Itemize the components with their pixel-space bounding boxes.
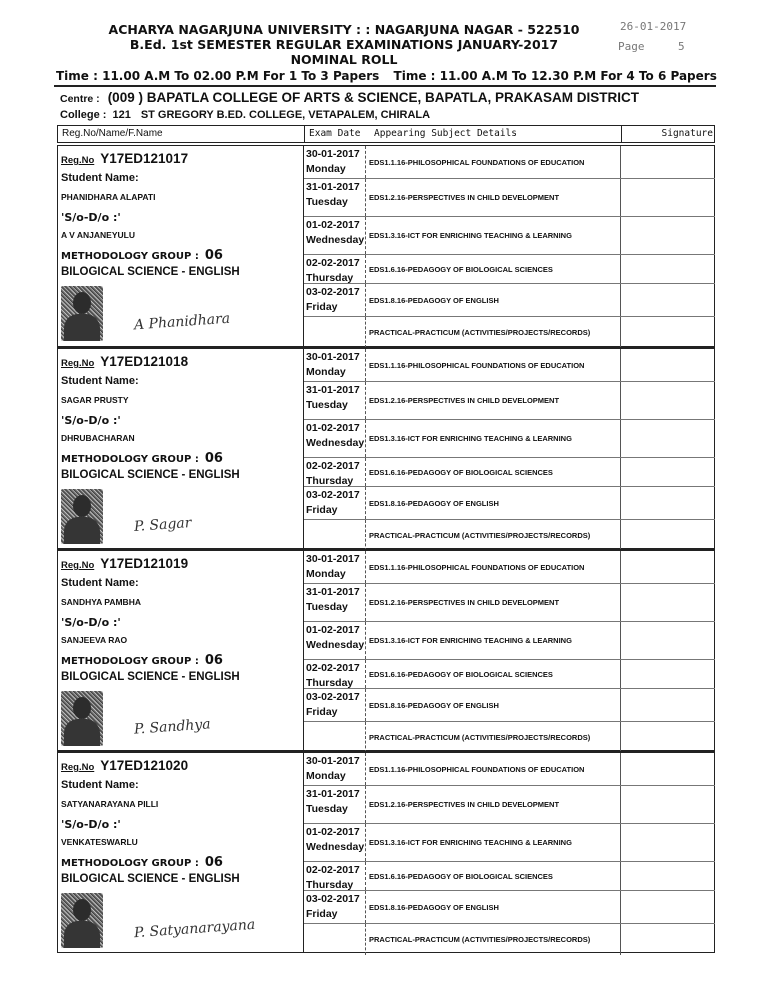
column-signature: Signature bbox=[621, 126, 715, 142]
exam-subject: EDS1.1.16-PHILOSOPHICAL FOUNDATIONS OF EDUCATION bbox=[365, 753, 620, 785]
exam-row bbox=[304, 317, 715, 348]
methodology-group bbox=[61, 248, 223, 263]
exam-date-cell bbox=[304, 689, 364, 721]
exam-date: 03-02-2017 bbox=[306, 489, 360, 501]
exam-subject: EDS1.8.16-PEDAGOGY OF ENGLISH bbox=[365, 284, 620, 316]
exam-date: 30-01-2017 bbox=[306, 351, 360, 363]
exam-day: Thursday bbox=[306, 475, 354, 487]
exam-row bbox=[304, 722, 715, 753]
exam-row bbox=[304, 458, 715, 487]
signature-cell[interactable] bbox=[620, 487, 716, 519]
college-name: ST GREGORY B.ED. COLLEGE, VETAPALEM, CHIRALA bbox=[140, 109, 431, 121]
header-divider bbox=[54, 85, 716, 87]
exam-date-cell bbox=[304, 217, 364, 254]
exam-date: 01-02-2017 bbox=[306, 422, 360, 434]
exam-row bbox=[304, 420, 715, 458]
exam-schedule bbox=[303, 349, 715, 548]
exam-date-cell bbox=[304, 891, 364, 923]
exam-date-cell bbox=[304, 382, 364, 419]
student-name-label: Student Name: bbox=[61, 375, 139, 387]
reg-no-label: Reg.No bbox=[61, 560, 95, 571]
exam-date: 01-02-2017 bbox=[306, 219, 360, 231]
college-label: College : bbox=[60, 109, 107, 121]
signature-cell[interactable] bbox=[620, 753, 716, 785]
parent-name: A V ANJANEYULU bbox=[61, 230, 135, 240]
exam-row bbox=[304, 824, 715, 862]
methodology-group-number: 06 bbox=[204, 855, 223, 870]
methodology-group bbox=[61, 653, 223, 668]
exam-date-cell bbox=[304, 146, 364, 178]
student-details bbox=[58, 753, 303, 952]
student-photo bbox=[61, 489, 103, 544]
exam-date: 30-01-2017 bbox=[306, 755, 360, 767]
signature-cell[interactable] bbox=[620, 179, 716, 216]
exam-day: Tuesday bbox=[306, 399, 348, 411]
exam-date: 02-02-2017 bbox=[306, 662, 360, 674]
exam-date: 01-02-2017 bbox=[306, 826, 360, 838]
exam-row bbox=[304, 753, 715, 786]
exam-row bbox=[304, 255, 715, 284]
student-record bbox=[57, 549, 715, 751]
exam-day: Thursday bbox=[306, 879, 354, 891]
exam-subject: EDS1.6.16-PEDAGOGY OF BIOLOGICAL SCIENCES bbox=[365, 255, 620, 283]
exam-day: Wednesday bbox=[306, 437, 365, 449]
exam-subject: EDS1.6.16-PEDAGOGY OF BIOLOGICAL SCIENCES bbox=[365, 458, 620, 486]
exam-timings bbox=[56, 69, 717, 83]
exam-date-cell bbox=[304, 420, 364, 457]
methodology-subjects: BILOGICAL SCIENCE - ENGLISH bbox=[61, 873, 240, 885]
signature-cell[interactable] bbox=[620, 217, 716, 254]
exam-date: 03-02-2017 bbox=[306, 691, 360, 703]
exam-date-cell bbox=[304, 551, 364, 583]
university-title: ACHARYA NAGARJUNA UNIVERSITY : : NAGARJUNA NAGAR - 522510 bbox=[108, 22, 580, 37]
signature-cell[interactable] bbox=[620, 317, 716, 348]
exam-subject: EDS1.8.16-PEDAGOGY OF ENGLISH bbox=[365, 487, 620, 519]
exam-subject: EDS1.8.16-PEDAGOGY OF ENGLISH bbox=[365, 689, 620, 721]
methodology-group bbox=[61, 451, 223, 466]
reg-no: Y17ED121017 bbox=[100, 151, 189, 166]
exam-subject: EDS1.1.16-PHILOSOPHICAL FOUNDATIONS OF EDUCATION bbox=[365, 551, 620, 583]
signature-cell[interactable] bbox=[620, 891, 716, 923]
student-name: PHANIDHARA ALAPATI bbox=[61, 192, 156, 202]
student-record bbox=[57, 751, 715, 953]
signature-cell[interactable] bbox=[620, 458, 716, 486]
exam-date-cell bbox=[304, 179, 364, 216]
signature-cell[interactable] bbox=[620, 660, 716, 688]
page-label: Page bbox=[618, 40, 645, 53]
exam-date: 03-02-2017 bbox=[306, 893, 360, 905]
methodology-group-number: 06 bbox=[204, 451, 223, 466]
parent-name: VENKATESWARLU bbox=[61, 837, 138, 847]
parent-label: 'S/o-D/o :' bbox=[61, 616, 121, 629]
exam-subject: EDS1.1.16-PHILOSOPHICAL FOUNDATIONS OF EDUCATION bbox=[365, 146, 620, 178]
exam-row bbox=[304, 924, 715, 955]
exam-subject: EDS1.3.16-ICT FOR ENRICHING TEACHING & LEARNING bbox=[365, 420, 620, 457]
signature-cell[interactable] bbox=[620, 349, 716, 381]
exam-row bbox=[304, 622, 715, 660]
exam-day: Wednesday bbox=[306, 639, 365, 651]
reg-no-label: Reg.No bbox=[61, 155, 95, 166]
exam-date-cell bbox=[304, 660, 364, 688]
exam-day: Thursday bbox=[306, 677, 354, 689]
exam-subject: EDS1.2.16-PERSPECTIVES IN CHILD DEVELOPMENT bbox=[365, 179, 620, 216]
methodology-group-number: 06 bbox=[204, 248, 223, 263]
exam-subject: EDS1.2.16-PERSPECTIVES IN CHILD DEVELOPMENT bbox=[365, 382, 620, 419]
parent-label: 'S/o-D/o :' bbox=[61, 818, 121, 831]
exam-day: Friday bbox=[306, 706, 338, 718]
methodology-group-number: 06 bbox=[204, 653, 223, 668]
signature-cell[interactable] bbox=[620, 255, 716, 283]
exam-row bbox=[304, 786, 715, 824]
signature-cell[interactable] bbox=[620, 689, 716, 721]
parent-name: DHRUBACHARAN bbox=[61, 433, 135, 443]
exam-row bbox=[304, 217, 715, 255]
student-photo bbox=[61, 691, 103, 746]
exam-date: 31-01-2017 bbox=[306, 181, 360, 193]
methodology-group bbox=[61, 855, 223, 870]
column-header bbox=[57, 125, 715, 143]
exam-date: 30-01-2017 bbox=[306, 553, 360, 565]
page-number: 5 bbox=[678, 40, 685, 53]
signature-cell[interactable] bbox=[620, 622, 716, 659]
student-records bbox=[57, 145, 715, 953]
exam-day: Friday bbox=[306, 504, 338, 516]
exam-row bbox=[304, 660, 715, 689]
column-subjects: Appearing Subject Details bbox=[374, 128, 517, 139]
timing-papers-1-3: Time : 11.00 A.M To 02.00 P.M For 1 To 3 Papers bbox=[56, 69, 380, 83]
exam-row bbox=[304, 891, 715, 924]
exam-day: Monday bbox=[306, 568, 346, 580]
exam-row bbox=[304, 179, 715, 217]
signature-cell[interactable] bbox=[620, 284, 716, 316]
signature-cell[interactable] bbox=[620, 786, 716, 823]
reg-no-label: Reg.No bbox=[61, 358, 95, 369]
exam-date-cell bbox=[304, 786, 364, 823]
student-record bbox=[57, 347, 715, 549]
centre-line bbox=[60, 90, 639, 105]
student-photo bbox=[61, 893, 103, 948]
parent-label: 'S/o-D/o :' bbox=[61, 211, 121, 224]
exam-subject: EDS1.2.16-PERSPECTIVES IN CHILD DEVELOPMENT bbox=[365, 786, 620, 823]
exam-date: 31-01-2017 bbox=[306, 586, 360, 598]
exam-date: 31-01-2017 bbox=[306, 788, 360, 800]
student-name-label: Student Name: bbox=[61, 779, 139, 791]
exam-schedule bbox=[303, 146, 715, 346]
reg-no-label: Reg.No bbox=[61, 762, 95, 773]
methodology-subjects: BILOGICAL SCIENCE - ENGLISH bbox=[61, 266, 240, 278]
document-title: NOMINAL ROLL bbox=[290, 52, 398, 67]
parent-name: SANJEEVA RAO bbox=[61, 635, 128, 645]
exam-date: 03-02-2017 bbox=[306, 286, 360, 298]
signature-cell[interactable] bbox=[620, 722, 716, 753]
exam-date-cell bbox=[304, 622, 364, 659]
signature-cell[interactable] bbox=[620, 420, 716, 457]
exam-day: Monday bbox=[306, 770, 346, 782]
methodology-group-label: METHODOLOGY GROUP : bbox=[61, 454, 199, 465]
exam-subject: EDS1.8.16-PEDAGOGY OF ENGLISH bbox=[365, 891, 620, 923]
exam-row bbox=[304, 520, 715, 551]
student-details bbox=[58, 146, 303, 346]
student-details bbox=[58, 349, 303, 548]
exam-row bbox=[304, 382, 715, 420]
methodology-group-label: METHODOLOGY GROUP : bbox=[61, 656, 199, 667]
methodology-group-label: METHODOLOGY GROUP : bbox=[61, 251, 199, 262]
exam-day: Friday bbox=[306, 908, 338, 920]
reg-no: Y17ED121019 bbox=[100, 556, 189, 571]
student-record bbox=[57, 145, 715, 347]
exam-date-cell bbox=[304, 753, 364, 785]
exam-date-cell bbox=[304, 284, 364, 316]
exam-row bbox=[304, 487, 715, 520]
signature-cell[interactable] bbox=[620, 824, 716, 861]
exam-date-cell bbox=[304, 584, 364, 621]
exam-date-cell bbox=[304, 487, 364, 519]
exam-date: 02-02-2017 bbox=[306, 864, 360, 876]
exam-subject: EDS1.3.16-ICT FOR ENRICHING TEACHING & LEARNING bbox=[365, 622, 620, 659]
student-photo bbox=[61, 286, 103, 341]
exam-row bbox=[304, 284, 715, 317]
signature-cell[interactable] bbox=[620, 520, 716, 551]
exam-date-cell bbox=[304, 924, 364, 955]
student-details bbox=[58, 551, 303, 750]
exam-date: 01-02-2017 bbox=[306, 624, 360, 636]
exam-subject: PRACTICAL-PRACTICUM (ACTIVITIES/PROJECTS/RECORDS) bbox=[365, 520, 620, 551]
exam-date: 02-02-2017 bbox=[306, 257, 360, 269]
exam-subject: EDS1.6.16-PEDAGOGY OF BIOLOGICAL SCIENCES bbox=[365, 660, 620, 688]
methodology-subjects: BILOGICAL SCIENCE - ENGLISH bbox=[61, 469, 240, 481]
exam-date-cell bbox=[304, 862, 364, 890]
exam-schedule bbox=[303, 551, 715, 750]
student-signature: P. Satyanarayana bbox=[133, 916, 256, 942]
exam-date: 31-01-2017 bbox=[306, 384, 360, 396]
exam-subject: EDS1.3.16-ICT FOR ENRICHING TEACHING & LEARNING bbox=[365, 217, 620, 254]
exam-date: 02-02-2017 bbox=[306, 460, 360, 472]
exam-day: Wednesday bbox=[306, 234, 365, 246]
print-date: 26-01-2017 bbox=[620, 20, 687, 33]
exam-schedule bbox=[303, 753, 715, 952]
exam-title: B.Ed. 1st SEMESTER REGULAR EXAMINATIONS JANUARY-2017 bbox=[129, 37, 559, 52]
signature-cell[interactable] bbox=[620, 862, 716, 890]
exam-date-cell bbox=[304, 520, 364, 551]
column-reg: Reg.No/Name/F.Name bbox=[62, 128, 163, 139]
exam-day: Tuesday bbox=[306, 601, 348, 613]
exam-date-cell bbox=[304, 317, 364, 348]
college-line bbox=[60, 109, 430, 121]
signature-cell[interactable] bbox=[620, 924, 716, 955]
exam-subject: EDS1.6.16-PEDAGOGY OF BIOLOGICAL SCIENCES bbox=[365, 862, 620, 890]
reg-no: Y17ED121018 bbox=[100, 354, 189, 369]
student-name: SATYANARAYANA PILLI bbox=[61, 799, 159, 809]
exam-date-cell bbox=[304, 458, 364, 486]
exam-row bbox=[304, 862, 715, 891]
student-signature: P. Sandhya bbox=[133, 716, 212, 738]
exam-subject: EDS1.3.16-ICT FOR ENRICHING TEACHING & LEARNING bbox=[365, 824, 620, 861]
exam-row bbox=[304, 349, 715, 382]
student-name-label: Student Name: bbox=[61, 577, 139, 589]
centre-value: (009 ) BAPATLA COLLEGE OF ARTS & SCIENCE, BAPATLA, PRAKASAM DISTRICT bbox=[107, 90, 639, 105]
timing-papers-4-6: Time : 11.00 A.M To 12.30 P.M For 4 To 6 Papers bbox=[393, 69, 717, 83]
exam-subject: EDS1.2.16-PERSPECTIVES IN CHILD DEVELOPMENT bbox=[365, 584, 620, 621]
student-name: SANDHYA PAMBHA bbox=[61, 597, 141, 607]
exam-date-cell bbox=[304, 824, 364, 861]
exam-subject: PRACTICAL-PRACTICUM (ACTIVITIES/PROJECTS/RECORDS) bbox=[365, 924, 620, 955]
exam-row bbox=[304, 551, 715, 584]
student-signature: A Phanidhara bbox=[133, 310, 231, 334]
student-name-label: Student Name: bbox=[61, 172, 139, 184]
college-code: 121 bbox=[112, 109, 131, 121]
methodology-group-label: METHODOLOGY GROUP : bbox=[61, 858, 199, 869]
exam-day: Wednesday bbox=[306, 841, 365, 853]
exam-row bbox=[304, 146, 715, 179]
column-exam-date: Exam Date bbox=[304, 126, 369, 142]
exam-row bbox=[304, 584, 715, 622]
signature-cell[interactable] bbox=[620, 551, 716, 583]
exam-day: Thursday bbox=[306, 272, 354, 284]
exam-subject: PRACTICAL-PRACTICUM (ACTIVITIES/PROJECTS/RECORDS) bbox=[365, 317, 620, 348]
reg-no: Y17ED121020 bbox=[100, 758, 189, 773]
parent-label: 'S/o-D/o :' bbox=[61, 414, 121, 427]
exam-day: Friday bbox=[306, 301, 338, 313]
signature-cell[interactable] bbox=[620, 584, 716, 621]
exam-date-cell bbox=[304, 349, 364, 381]
exam-subject: PRACTICAL-PRACTICUM (ACTIVITIES/PROJECTS/RECORDS) bbox=[365, 722, 620, 753]
methodology-subjects: BILOGICAL SCIENCE - ENGLISH bbox=[61, 671, 240, 683]
exam-date: 30-01-2017 bbox=[306, 148, 360, 160]
exam-day: Tuesday bbox=[306, 803, 348, 815]
signature-cell[interactable] bbox=[620, 382, 716, 419]
signature-cell[interactable] bbox=[620, 146, 716, 178]
student-signature: P. Sagar bbox=[133, 515, 192, 535]
exam-subject: EDS1.1.16-PHILOSOPHICAL FOUNDATIONS OF EDUCATION bbox=[365, 349, 620, 381]
exam-day: Tuesday bbox=[306, 196, 348, 208]
exam-day: Monday bbox=[306, 163, 346, 175]
exam-date-cell bbox=[304, 255, 364, 283]
exam-row bbox=[304, 689, 715, 722]
student-name: SAGAR PRUSTY bbox=[61, 395, 129, 405]
exam-date-cell bbox=[304, 722, 364, 753]
centre-label: Centre : bbox=[60, 93, 100, 105]
exam-day: Monday bbox=[306, 366, 346, 378]
